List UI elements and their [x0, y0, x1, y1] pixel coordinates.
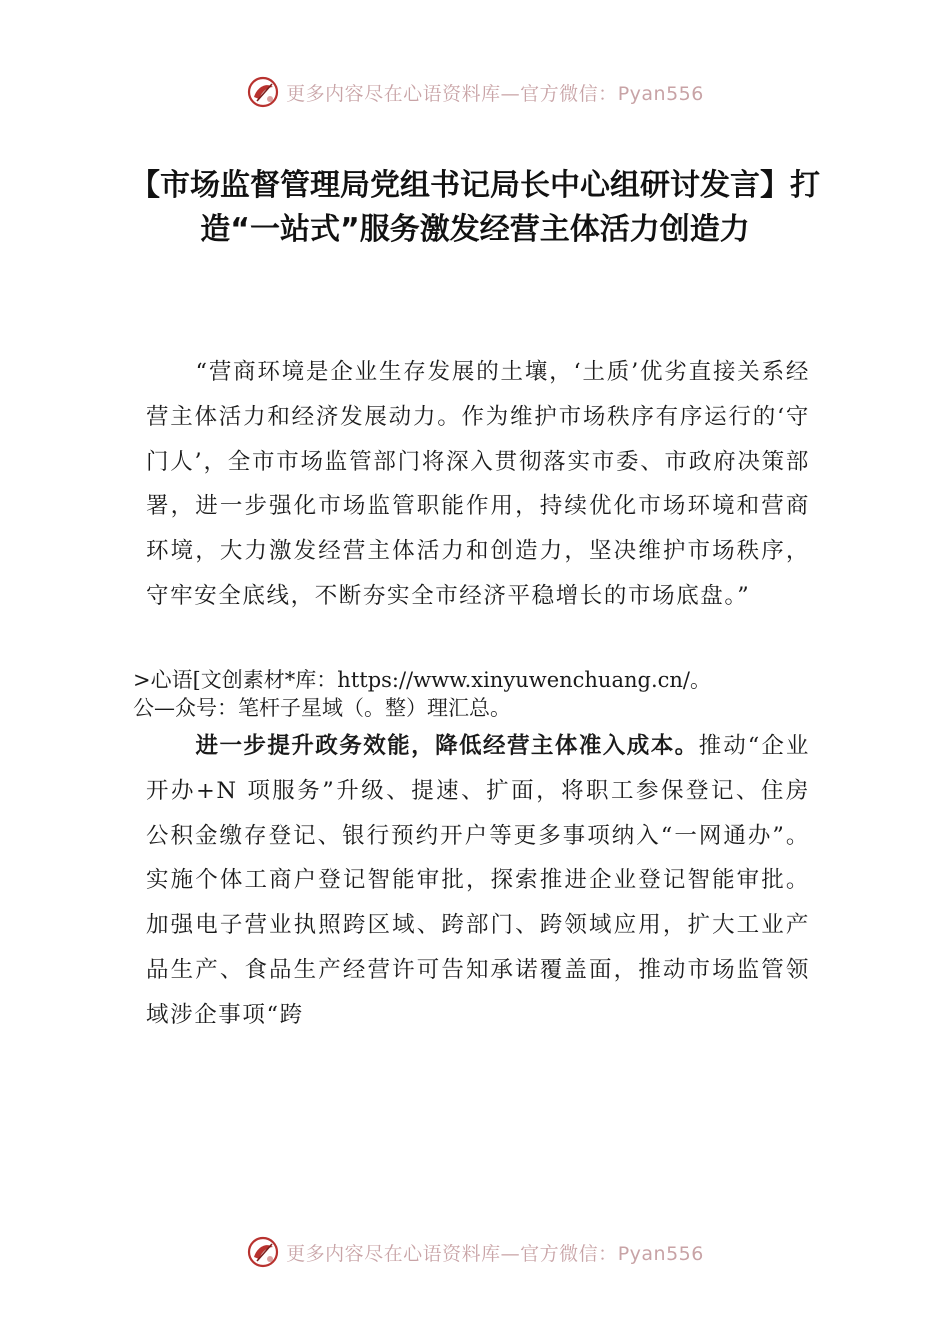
banner-text: 更多内容尽在心语资料库—官方微信：Pyan556	[286, 82, 704, 105]
source-note-line-2: 公—众号：笔杆子星域（。整）理汇总。	[133, 696, 511, 720]
brand-logo-icon	[246, 75, 280, 109]
banner-text: 更多内容尽在心语资料库—官方微信：Pyan556	[286, 1242, 704, 1265]
paragraph-efficiency	[146, 724, 810, 1038]
footer-banner	[0, 1232, 950, 1272]
paragraph-lead: 进一步提升政务效能，降低经营主体准入成本。	[195, 733, 699, 759]
source-note-line-1: >心语[文创素材*库：https://www.xinyuwenchuang.cn/。	[133, 668, 711, 692]
document-title: 【市场监督管理局党组书记局长中心组研讨发言】打造“一站式”服务激发经营主体活力创造力	[130, 168, 820, 247]
header-banner	[0, 72, 950, 112]
paragraph-quote: “营商环境是企业生存发展的土壤，‘土质’优劣直接关系经营主体活力和经济发展动力。作为维护市场秩序有序运行的‘守门人’，全市市场监管部门将深入贯彻落实市委、市政府决策部署，进一步强化市场监管职能作用，持续优化市场环境和营商环境，大力激发经营主体活力和创造力，坚决维护市场秩序，守牢安全底线，不断夯实全市经济平稳增长的市场底盘。”	[146, 359, 810, 609]
paragraph-body: 推动“企业开办+N 项服务”升级、提速、扩面，将职工参保登记、住房公积金缴存登记、银行预约开户等更多事项纳入“一网通办”。实施个体工商户登记智能审批，探索推进企业登记智能审批。加强电子营业执照跨区域、跨部门、跨领域应用，扩大工业产品生产、食品生产经营许可告知承诺覆盖面，推动市场监管领域涉企事项“跨	[146, 733, 810, 1028]
brand-logo-icon	[246, 1235, 280, 1269]
source-note	[133, 666, 823, 722]
